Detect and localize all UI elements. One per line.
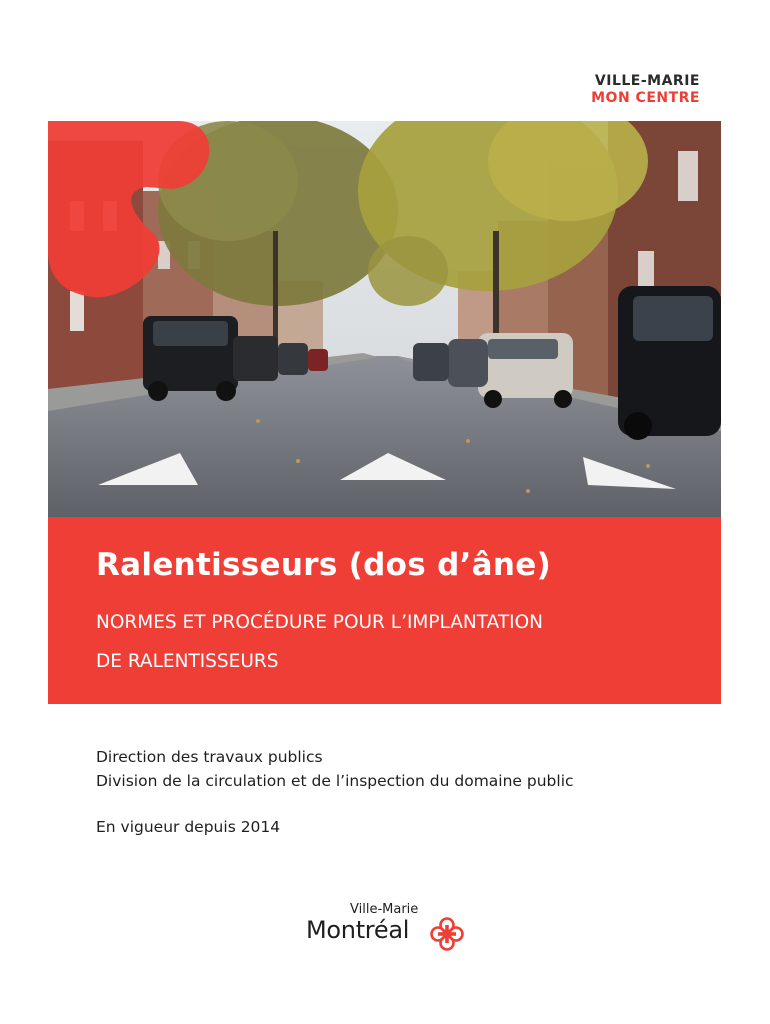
montreal-flower-icon: [428, 916, 466, 952]
subtitle-line-2: DE RALENTISSEURS: [96, 651, 279, 672]
logo-city-name: Montréal: [306, 916, 410, 944]
title-band: [48, 517, 721, 704]
brand-line-ville-marie: VILLE-MARIE: [594, 73, 700, 89]
street-scene-image: [48, 121, 721, 517]
subtitle-line-1: NORMES ET PROCÉDURE POUR L’IMPLANTATION: [96, 612, 544, 633]
brand-logo-top: [591, 73, 700, 107]
logo-borough-name: Ville-Marie: [350, 902, 419, 917]
montreal-logo: [306, 902, 476, 954]
division-name: Division de la circulation et de l’inspection du domaine public: [96, 772, 574, 790]
cover-photo: [48, 121, 721, 517]
effective-date: En vigueur depuis 2014: [96, 818, 281, 836]
document-title: Ralentisseurs (dos d’âne): [96, 547, 552, 583]
publisher-info: [96, 745, 574, 839]
department-name: Direction des travaux publics: [96, 748, 323, 766]
brand-line-mon-centre: MON CENTRE: [591, 90, 700, 106]
document-subtitle: [96, 603, 676, 681]
